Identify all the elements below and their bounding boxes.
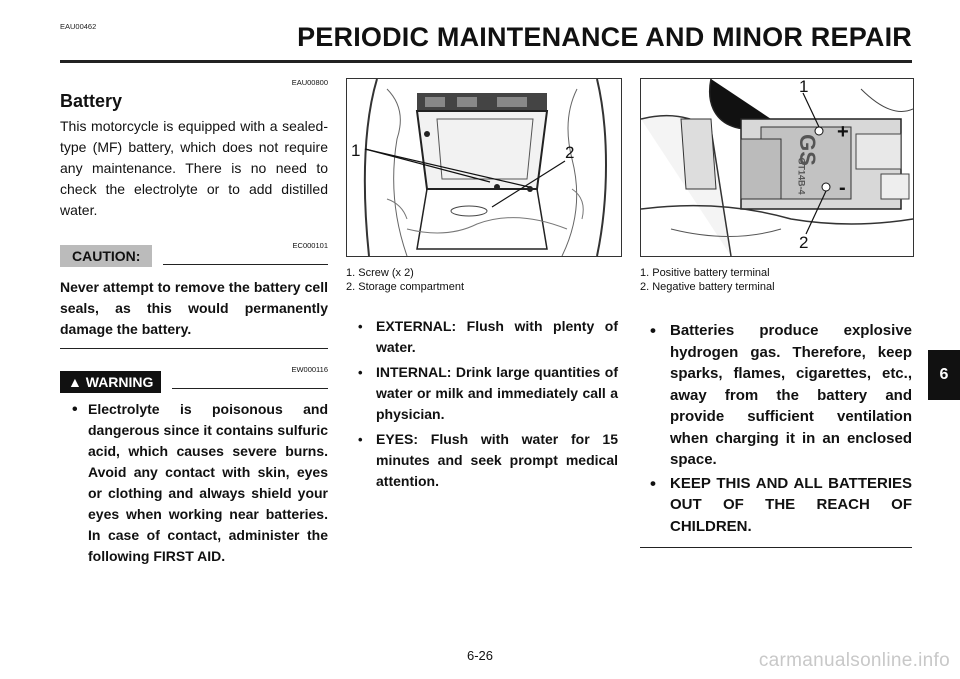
battery-model-label: GT14B-4 xyxy=(796,157,807,195)
first-aid-item: • EXTERNAL: Flush with plenty of water. xyxy=(352,316,618,358)
caption-line: 2. Negative battery terminal xyxy=(640,281,775,293)
storage-compartment-illustration xyxy=(347,79,621,256)
caution-code: EC000101 xyxy=(292,241,328,250)
section-heading: Battery xyxy=(60,91,123,111)
caption-line: 1. Positive battery terminal xyxy=(640,267,770,279)
battery-illustration xyxy=(641,79,913,256)
first-aid-item: • INTERNAL: Drink large quantities of water or milk and immediately call a physician. xyxy=(352,362,618,425)
warning-list xyxy=(60,399,328,567)
battery-warning-item: • KEEP THIS AND ALL BATTERIES OUT OF THE REACH OF CHILDREN. xyxy=(640,473,912,538)
caution-label: CAUTION: xyxy=(60,245,152,267)
battery-warning-item: • Batteries produce explosive hydrogen gas. Therefore, keep sparks, flames, cigarettes, etc., away from the battery and provide sufficient ventilation when charging it in an enclosed space. xyxy=(640,320,912,471)
watermark: carmanualsonline.info xyxy=(758,650,950,671)
caution-rule xyxy=(163,264,328,265)
caption-line: 1. Screw (x 2) xyxy=(346,267,414,279)
warning-triangle-icon: ▲ xyxy=(68,374,82,390)
first-aid-list xyxy=(352,316,618,492)
page-title: PERIODIC MAINTENANCE AND MINOR REPAIR xyxy=(297,22,912,52)
positive-sign: + xyxy=(837,121,849,143)
callout-2: 2 xyxy=(799,233,809,252)
page-number: 6-26 xyxy=(466,648,494,663)
figure-battery-terminals xyxy=(640,78,914,257)
caution-header xyxy=(60,241,328,269)
callout-2: 2 xyxy=(565,143,575,162)
negative-sign: - xyxy=(839,177,846,199)
header-code: EAU00462 xyxy=(60,22,97,31)
warning-label: WARNING xyxy=(85,374,154,390)
battery-warning-end-rule xyxy=(640,547,912,548)
figure1-caption xyxy=(346,266,464,294)
figure-seat-storage xyxy=(346,78,622,257)
battery-brand-label: GS xyxy=(794,134,820,166)
caption-line: 2. Storage compartment xyxy=(346,281,465,293)
first-aid-block xyxy=(352,316,618,496)
intro-paragraph: This motorcycle is equipped with a sealed-type (MF) battery, which does not require any maintenance. There is no need to check the electrolyte or to add distilled water. xyxy=(60,118,328,218)
warning-code: EW000116 xyxy=(291,365,328,374)
section-code: EAU00800 xyxy=(291,78,328,87)
warning-item: • Electrolyte is poisonous and dangerous since it contains sulfuric acid, which causes severe burns. Avoid any contact with skin, eyes or clothing and always shield your eyes when working near batteries. In case of contact, administer the following FIRST AID. xyxy=(60,399,328,567)
caution-text: Never attempt to remove the battery cell seals, as this would permanently damage the battery. xyxy=(60,279,328,337)
warning-label-box xyxy=(60,371,161,393)
battery-warning-block xyxy=(640,320,912,548)
first-aid-item: • EYES: Flush with water for 15 minutes and seek prompt medical attention. xyxy=(352,429,618,492)
figure2-caption xyxy=(640,266,775,294)
chapter-tab: 6 xyxy=(928,350,960,400)
callout-1: 1 xyxy=(351,141,361,160)
column-left xyxy=(60,78,328,567)
caution-end-rule xyxy=(60,348,328,349)
warning-header xyxy=(60,365,328,393)
battery-warning-list xyxy=(640,320,912,537)
callout-1: 1 xyxy=(799,78,809,96)
header-rule xyxy=(60,60,912,63)
warning-rule xyxy=(172,388,328,389)
